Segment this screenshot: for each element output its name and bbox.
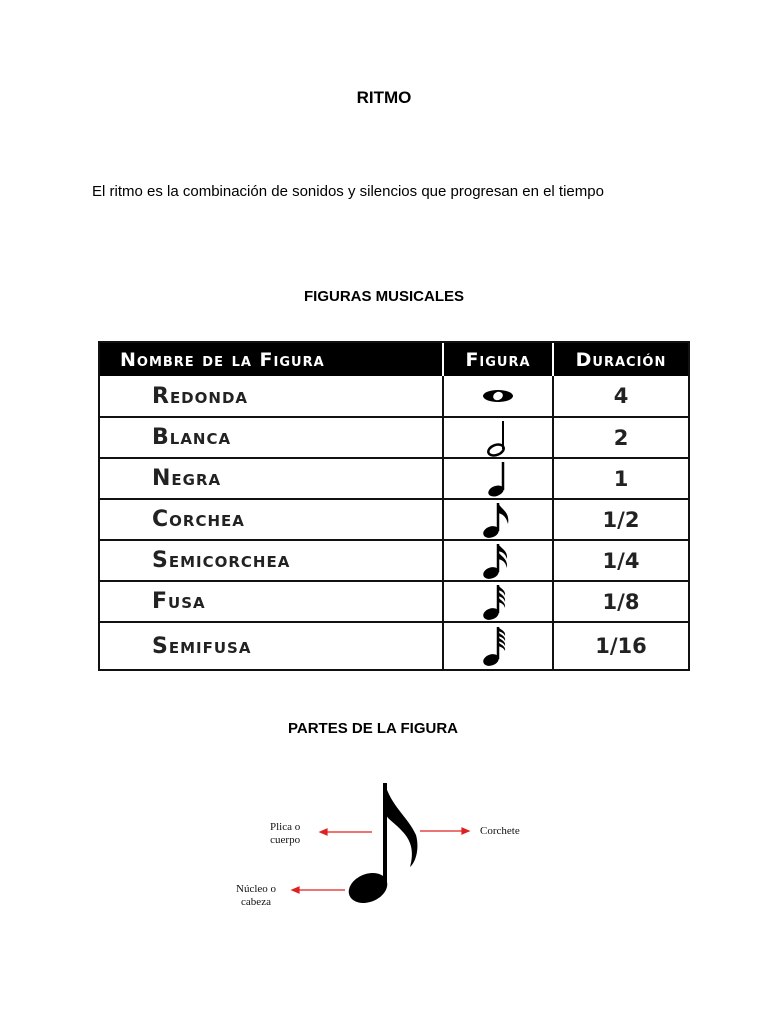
figure-duration: 1/16 (552, 623, 688, 669)
figure-duration: 1/8 (552, 582, 688, 621)
sixteenth-note-icon (442, 541, 552, 580)
whole-note-icon (442, 376, 552, 416)
table-row (100, 416, 688, 457)
sixty-fourth-note-icon (442, 623, 552, 669)
figure-name: Redonda (152, 383, 249, 409)
quarter-note-icon (442, 459, 552, 498)
table-row (100, 498, 688, 539)
section-title-figures: FIGURAS MUSICALES (303, 288, 464, 305)
figure-name: Negra (152, 466, 222, 491)
table-header (100, 343, 688, 376)
header-figure: Figura (442, 343, 552, 376)
stem-label: Plica o cuerpo (270, 821, 301, 846)
figure-name: Fusa (152, 589, 206, 614)
thirty-second-note-icon (442, 582, 552, 621)
figure-name: Blanca (152, 425, 232, 450)
header-name: Nombre de la Figura (120, 348, 325, 371)
figures-table (98, 341, 690, 671)
half-note-icon (442, 418, 552, 457)
figure-duration: 1/2 (552, 500, 688, 539)
table-row (100, 376, 688, 416)
table-row (100, 580, 688, 621)
head-label: Núcleo o cabeza (236, 883, 277, 908)
eighth-note-icon (442, 500, 552, 539)
flag-label: Corchete (480, 825, 520, 837)
figure-name: Corchea (152, 507, 245, 532)
intro-text: El ritmo es la combinación de sonidos y silencios que progresan en el tiempo (92, 183, 604, 200)
header-duration: Duración (552, 343, 688, 376)
table-row (100, 621, 688, 669)
table-row (100, 539, 688, 580)
figure-duration: 1 (552, 459, 688, 498)
table-row (100, 457, 688, 498)
figure-duration: 1/4 (552, 541, 688, 580)
figure-duration: 2 (552, 418, 688, 457)
section-title-parts: PARTES DE LA FIGURA (287, 720, 458, 737)
note-parts-diagram (230, 775, 550, 915)
figure-name: Semifusa (152, 633, 252, 659)
page-title: RITMO (356, 88, 412, 107)
figure-duration: 4 (552, 376, 688, 416)
figure-name: Semicorchea (152, 548, 291, 573)
